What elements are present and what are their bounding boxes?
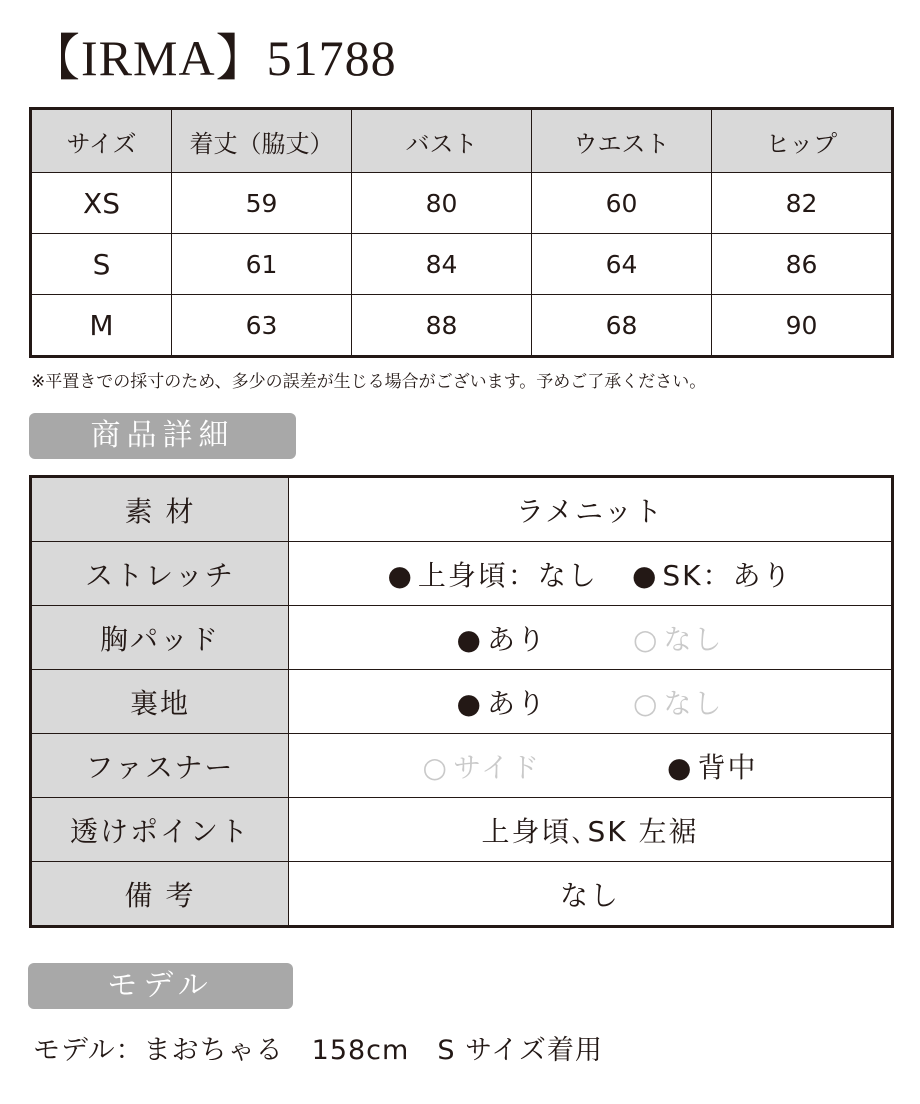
- table-row: [31, 295, 893, 357]
- bust-cell: 80: [352, 173, 532, 234]
- details-table: [29, 475, 894, 928]
- model-info: モデル：まおちゃる 158cm S サイズ着用: [33, 1035, 603, 1066]
- detail-row-material: [31, 477, 893, 542]
- waist-cell: 64: [532, 234, 712, 295]
- length-cell: 61: [172, 234, 352, 295]
- detail-row-chest-pad: [31, 606, 893, 670]
- remarks-label: 備 考: [31, 862, 289, 927]
- details-heading: 商品詳細: [29, 413, 296, 459]
- material-value: ラメニット: [289, 477, 893, 542]
- sheer-label: 透けポイント: [31, 798, 289, 862]
- size-table-header-row: [31, 109, 893, 173]
- bust-cell: 88: [352, 295, 532, 357]
- fastener-label: ファスナー: [31, 734, 289, 798]
- fastener-side: サイド: [452, 750, 542, 784]
- open-circle-icon: ○: [633, 622, 660, 656]
- stretch-value: [289, 542, 893, 606]
- lining-yes: あり: [486, 686, 547, 720]
- material-label: 素 材: [31, 477, 289, 542]
- fastener-value: [289, 734, 893, 798]
- size-cell: S: [31, 234, 172, 295]
- lining-label: 裏地: [31, 670, 289, 734]
- hip-cell: 90: [712, 295, 893, 357]
- hip-header: ヒップ: [712, 109, 893, 173]
- filled-circle-icon: ●: [456, 622, 483, 656]
- bust-header: バスト: [352, 109, 532, 173]
- detail-row-lining: [31, 670, 893, 734]
- measurement-note: ※平置きでの採寸のため、多少の誤差が生じる場合がございます。予めご了承ください。: [31, 372, 707, 392]
- fastener-back: 背中: [697, 750, 758, 784]
- sheer-value: 上身頃､SK 左裾: [289, 798, 893, 862]
- table-row: [31, 234, 893, 295]
- size-cell: XS: [31, 173, 172, 234]
- open-circle-icon: ○: [422, 750, 449, 784]
- length-header: 着丈（脇丈）: [172, 109, 352, 173]
- size-header: サイズ: [31, 109, 172, 173]
- lining-value: [289, 670, 893, 734]
- product-title: 【IRMA】51788: [30, 30, 397, 86]
- filled-circle-icon: ●: [631, 558, 659, 592]
- detail-row-sheer: [31, 798, 893, 862]
- lining-no: なし: [663, 686, 724, 720]
- hip-cell: 86: [712, 234, 893, 295]
- chest-pad-label: 胸パッド: [31, 606, 289, 670]
- size-cell: M: [31, 295, 172, 357]
- chest-pad-no: なし: [663, 622, 724, 656]
- filled-circle-icon: ●: [667, 750, 694, 784]
- detail-row-fastener: [31, 734, 893, 798]
- detail-row-remarks: [31, 862, 893, 927]
- bust-cell: 84: [352, 234, 532, 295]
- model-heading: モデル: [28, 963, 293, 1009]
- waist-cell: 68: [532, 295, 712, 357]
- stretch-skirt-value: SK：あり: [662, 558, 793, 592]
- remarks-value: なし: [289, 862, 893, 927]
- waist-cell: 60: [532, 173, 712, 234]
- chest-pad-value: [289, 606, 893, 670]
- stretch-top-value: 上身頃：なし: [417, 558, 598, 592]
- waist-header: ウエスト: [532, 109, 712, 173]
- stretch-label: ストレッチ: [31, 542, 289, 606]
- open-circle-icon: ○: [633, 686, 660, 720]
- detail-row-stretch: [31, 542, 893, 606]
- filled-circle-icon: ●: [387, 558, 414, 592]
- length-cell: 59: [172, 173, 352, 234]
- size-table: [29, 107, 894, 358]
- table-row: [31, 173, 893, 234]
- length-cell: 63: [172, 295, 352, 357]
- hip-cell: 82: [712, 173, 893, 234]
- filled-circle-icon: ●: [456, 686, 483, 720]
- chest-pad-yes: あり: [486, 622, 547, 656]
